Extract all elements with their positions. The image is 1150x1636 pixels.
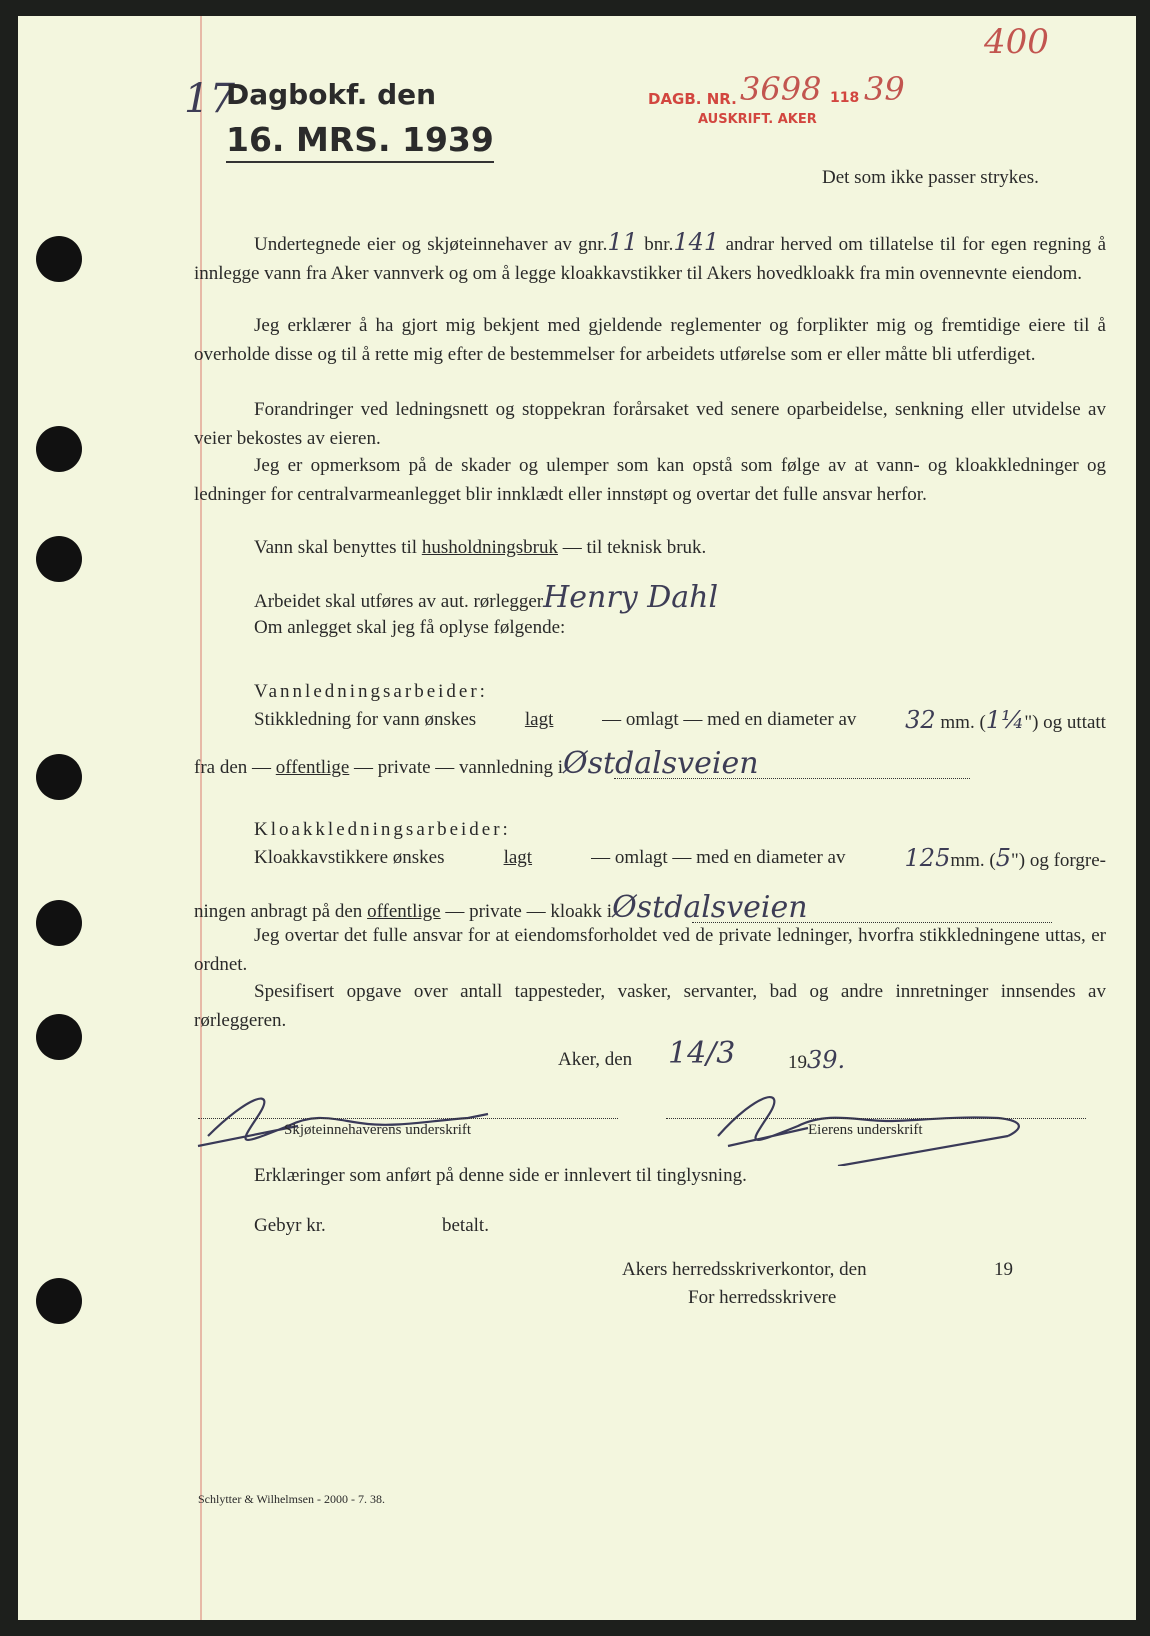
sign-date: 14/3 <box>668 1036 736 1071</box>
fee-paid-label: betalt. <box>442 1215 489 1236</box>
paragraph-regulations: Jeg erklærer å ha gjort mig bekjent med gjeldende reglementer og forplikter mig og fremtidige eiere til å overholde disse og til å rette mig efter de bestemmelser for arbeidets utførelse som er eller måtte bli utferdiget. <box>194 315 1106 365</box>
printer-imprint: Schlytter & Wilhelmsen - 2000 - 7. 38. <box>198 1492 385 1506</box>
stamp-mid: 118 <box>830 90 860 106</box>
water-diameter-mm: 32 <box>905 706 936 734</box>
paragraph-changes: Forandringer ved ledningsnett og stoppekran forårsaket ved senere oparbeidelse, senkning eller utvidelse av veier bekostes av eieren. <box>194 399 1106 449</box>
punch-hole <box>36 900 82 946</box>
paragraph-plumber: Arbeidet skal utføres av aut. rørleggerHenry Dahl <box>254 580 719 615</box>
dagbok-date: 16. MRS. 1939 <box>226 120 494 163</box>
stamp-line2: AUSKRIFT. AKER <box>698 112 817 127</box>
punch-hole <box>36 236 82 282</box>
fee-label: Gebyr kr. <box>254 1215 326 1236</box>
punch-hole <box>36 426 82 472</box>
paragraph-responsibility: Jeg overtar det fulle ansvar for at eiendomsforholdet ved de private ledninger, hvorfra stikkledningene uttas, er ordnet. <box>194 925 1106 975</box>
strike-note: Det som ikke passer strykes. <box>822 167 1039 188</box>
stamp-dagb-nr: DAGB. NR. <box>648 90 737 108</box>
sewer-line-1: Kloakkavstikkere ønskes lagt — omlagt — med en diameter av 125mm. (5") og forgre- <box>254 844 1106 872</box>
gnr-value: 11 <box>607 228 638 256</box>
punch-hole <box>36 1014 82 1060</box>
punch-hole <box>36 1278 82 1324</box>
dagbok-label: Dagbokf. den <box>226 78 437 111</box>
stamp-number: 3698 <box>740 70 822 108</box>
plumber-name: Henry Dahl <box>543 580 719 615</box>
paragraph-info: Om anlegget skal jeg få oplyse følgende: <box>254 617 566 638</box>
bnr-value: 141 <box>673 228 720 256</box>
sewer-diameter-mm: 125 <box>904 844 951 872</box>
stamp-year: 39 <box>864 70 905 108</box>
paragraph-application: Undertegnede eier og skjøteinnehaver av gnr.11 bnr.141 andrar herved om tillatelse til for egen regning å innlegge vann fra Aker vannverk og om å legge kloakkavstikker til Akers hovedkloakk fra min ovennevnte eiendom. <box>194 228 1107 284</box>
sign-year: 1939. <box>788 1046 846 1074</box>
page-number: 400 <box>984 22 1049 62</box>
office-year: 19 <box>994 1259 1013 1280</box>
sewer-line-2: ningen anbragt på den offentlige — private — kloakk iØstdalsveien <box>194 890 808 925</box>
water-diameter-inch: 1¼ <box>985 706 1025 734</box>
dagbok-prefix: 17 <box>184 76 235 122</box>
sewer-road: Østdalsveien <box>612 890 808 925</box>
eier-signature-line <box>666 1118 1086 1119</box>
water-line-2: fra den — offentlige — private — vannledning iØstdalsveien <box>194 746 759 781</box>
owner-signature-label: Skjøteinnehaverens underskrift <box>284 1122 472 1138</box>
paragraph-usage: Vann skal benyttes til husholdningsbruk — til teknisk bruk. <box>254 537 707 558</box>
declaration-note: Erklæringer som anført på denne side er innlevert til tinglysning. <box>254 1165 747 1186</box>
punch-hole <box>36 536 82 582</box>
owner-signature-line <box>198 1118 618 1119</box>
office-line: Akers herredsskriverkontor, den <box>622 1259 867 1280</box>
water-heading: Vannledningsarbeider: <box>254 681 488 702</box>
paragraph-specification: Spesifisert opgave over antall tappesteder, vasker, servanter, bad og andre innretninger innsendes av rørleggeren. <box>194 981 1106 1031</box>
place-date: Aker, den <box>558 1049 633 1070</box>
eier-signature-label: Eierens underskrift <box>808 1122 923 1138</box>
office-for: For herredsskrivere <box>688 1287 837 1308</box>
punch-hole <box>36 754 82 800</box>
document-page <box>18 16 1136 1620</box>
water-road: Østdalsveien <box>563 746 759 781</box>
water-road-dotline <box>614 778 970 779</box>
signature-marks <box>168 1066 1068 1166</box>
paragraph-damages: Jeg er opmerksom på de skader og ulemper som kan opstå som følge av at vann- og kloakkledninger og ledninger for centralvarmeanlegget blir innklædt eller innstøpt og overtar det fulle ansvar herfor. <box>194 455 1106 505</box>
sewer-heading: Kloakkledningsarbeider: <box>254 819 511 840</box>
water-line-1: Stikkledning for vann ønskes lagt — omlagt — med en diameter av 32 mm. (1¼") og uttatt <box>254 706 1106 734</box>
sewer-diameter-inch: 5 <box>995 844 1012 872</box>
